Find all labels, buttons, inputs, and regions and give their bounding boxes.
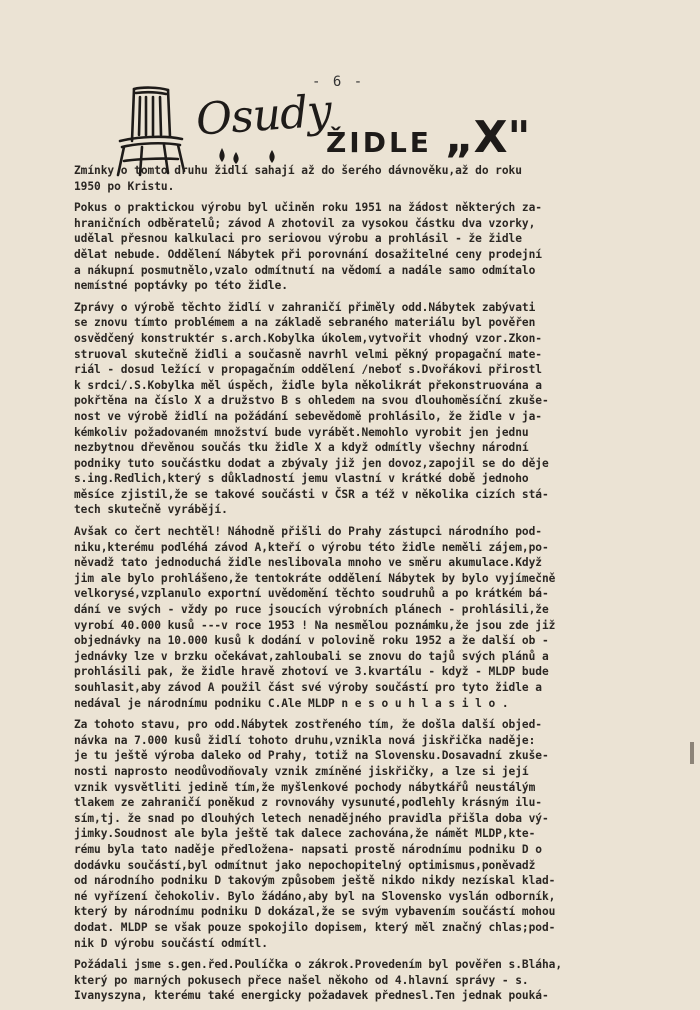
headline-x: „X"	[444, 112, 531, 163]
text-line: něvadž tato jednoduchá židle neslibovala mnoho ve směru akumulace.Když	[74, 556, 542, 570]
paragraph-1	[74, 163, 634, 194]
text-line: podniky tuto součástku dodat a zbývaly již jen dovoz,zapojil se do děje	[74, 456, 549, 470]
text-line: dělat nebude. Oddělení Nábytek při porovnání dosažitelné ceny prodejní	[74, 247, 542, 261]
title-headline	[326, 112, 530, 163]
text-line: Avšak co čert nechtěl! Náhodně přišli do Prahy zástupci národního pod-	[74, 525, 542, 539]
page-number: - 6 -	[312, 74, 365, 90]
text-line: velkorysé,vzplanulo exportní uvědomění těchto soudruhů a po krátkém bá-	[74, 587, 549, 601]
text-line: Požádali jsme s.gen.řed.Poulíčka o zákrok.Provedením byl pověřen s.Bláha,	[74, 958, 563, 972]
text-line: dání ve svých - vždy po ruce jsoucích výrobních plánech - prohlásili,že	[74, 603, 549, 617]
text-line: rému byla tato naděje předložena- napsati prostě národnímu podniku D o	[74, 842, 542, 856]
text-line: sím,tj. že snad po dlouhých letech nenadějného pravidla přišla doba vý-	[74, 811, 549, 825]
text-line: osvědčený konstruktér s.arch.Kobylka úkolem,vytvořit vhodný vzor.Zkon-	[74, 331, 542, 345]
text-line: měsíce zjistil,že se takové součásti v ČSR a též v několika cizích stá-	[74, 487, 549, 501]
text-line: jednávky lze v brzku očekávat,zahloubali se znovu do tajů svých plánů a	[74, 649, 549, 663]
text-line: nedával je národnímu podniku C.Ale MLDP n e s o u h l a s i l o .	[74, 696, 509, 710]
text-line: udělal přesnou kalkulaci pro seriovou výrobu a prohlásil - že židle	[74, 232, 522, 246]
text-line: tlakem ze zahraničí poněkud z rovnováhy vysunuté,podlehly krásným ilu-	[74, 796, 542, 810]
article-body	[74, 163, 634, 1010]
text-line: k srdci/.S.Kobylka měl úspěch, židle byla několikrát překonstruována a	[74, 378, 542, 392]
text-line: a nákupní posmutnělo,vzalo odmítnutí na vědomí a nadále samo odmítalo	[74, 263, 536, 277]
text-line: Zmínky o tomto druhu židlí sahají až do šerého dávnověku,až do roku	[74, 164, 522, 177]
text-line: nemístné poptávky po této židle.	[74, 279, 288, 293]
text-line: návka na 7.000 kusů židlí tohoto druhu,vznikla nová jiskřička naděje:	[74, 733, 536, 747]
paragraph-6	[74, 957, 634, 1004]
text-line: od národního podniku D takovým způsobem ještě nikdo nikdy nezískal klad-	[74, 874, 556, 888]
text-line: jim ale bylo prohlášeno,že tentokráte oddělení Nábytek by bylo vyjímečně	[74, 571, 556, 585]
text-line: který by národnímu podniku D dokázal,že se svým vybavením součástí mohou	[74, 905, 556, 919]
text-line: s.ing.Redlich,který s důkladností jemu vlastní v krátké době jednoho	[74, 472, 529, 486]
text-line: dodat. MLDP se však pouze spokojilo dopisem, který měl značný chlas;pod-	[74, 920, 556, 934]
text-line: vyrobí 40.000 kusů ---v roce 1953 ! Na nesmělou poznámku,že jsou zde již	[74, 618, 556, 632]
paragraph-2	[74, 200, 634, 294]
text-line: struoval skutečně židli a současně navrhl velmi pěkný propagační mate-	[74, 347, 542, 361]
paragraph-3	[74, 300, 634, 518]
paragraph-4	[74, 524, 634, 711]
text-line: který po marných pokusech přece našel někoho od 4.hlavní správy - s.	[74, 973, 529, 987]
text-line: vznik vysvětliti jedině tím,že myšlenkové pochody nábytkářů neustálým	[74, 780, 536, 794]
text-line: jimky.Soudnost ale byla ještě tak dalece zachována,že námět MLDP,kte-	[74, 827, 536, 841]
text-line: prohlásili pak, že židle hravě zhotoví ve 3.kvartálu - když - MLDP bude	[74, 665, 549, 679]
headline-word: ŽIDLE	[326, 126, 432, 159]
text-line: niku,kterému podléhá závod A,kteří o výrobu této židle neměli zájem,po-	[74, 540, 549, 554]
text-line: Zprávy o výrobě těchto židlí v zahraničí přiměly odd.Nábytek zabývati	[74, 300, 536, 314]
text-line: objednávky na 10.000 kusů k dodání v polovině roku 1952 a že další ob -	[74, 634, 549, 648]
text-line: kémkoliv požadovaném množství bude vyrábět.Nemohlo vyrobit jen jednu	[74, 425, 529, 439]
text-line: nezbytnou dřevěnou součás tku židle X a když odmítly všechny národní	[74, 441, 529, 455]
text-line: pokřtěna na číslo X a družstvo B s ohledem na svou dlouhoměsíční zkuše-	[74, 394, 549, 408]
margin-mark	[690, 742, 694, 764]
text-line: se znovu tímto problémem a na základě sebraného materiálu byl pověřen	[74, 316, 536, 330]
text-line: nosti naprosto neodůvodňovaly vznik zmíněné jiskřičky, a lze si její	[74, 764, 529, 778]
text-line: souhlasit,aby závod A použil část své výroby součástí pro tyto židle a	[74, 681, 542, 694]
text-line: nik D výrobu součástí odmítl.	[74, 936, 268, 950]
paragraph-5	[74, 717, 634, 951]
text-line: je tu ještě výroba daleko od Prahy, totiž na Slovensku.Dosavadní zkuše-	[74, 749, 549, 763]
text-line: hraničních odběratelů; závod A zhotovil za vysokou částku dva vzorky,	[74, 216, 536, 230]
text-line: riál - dosud ležící v propagačním oddělení /neboť s.Dvořákovi přirostl	[74, 363, 542, 377]
text-line: tech skutečně vyrábějí.	[74, 503, 228, 517]
text-line: Ivanyszyna, kterému také energicky požadavek přednesl.Ten jednak pouká-	[74, 989, 549, 1003]
text-line: 1950 po Kristu.	[74, 179, 175, 193]
text-line: Za tohoto stavu, pro odd.Nábytek zostřeného tím, že došla další objed-	[74, 718, 542, 732]
text-line: Pokus o praktickou výrobu byl učiněn roku 1951 na žádost některých za-	[74, 201, 542, 215]
text-line: dodávku součástí,byl odmítnut jako nepochopitelný optimismus,poněvadž	[74, 858, 536, 872]
title-script-word: Osudy	[194, 85, 333, 146]
text-line: né vyřízení čehokoliv. Bylo žádáno,aby byl na Slovensko vyslán odborník,	[74, 889, 556, 903]
text-line: nost ve výrobě židlí na požádání sebevědomě prohlásilo, že židle v ja-	[74, 409, 542, 423]
